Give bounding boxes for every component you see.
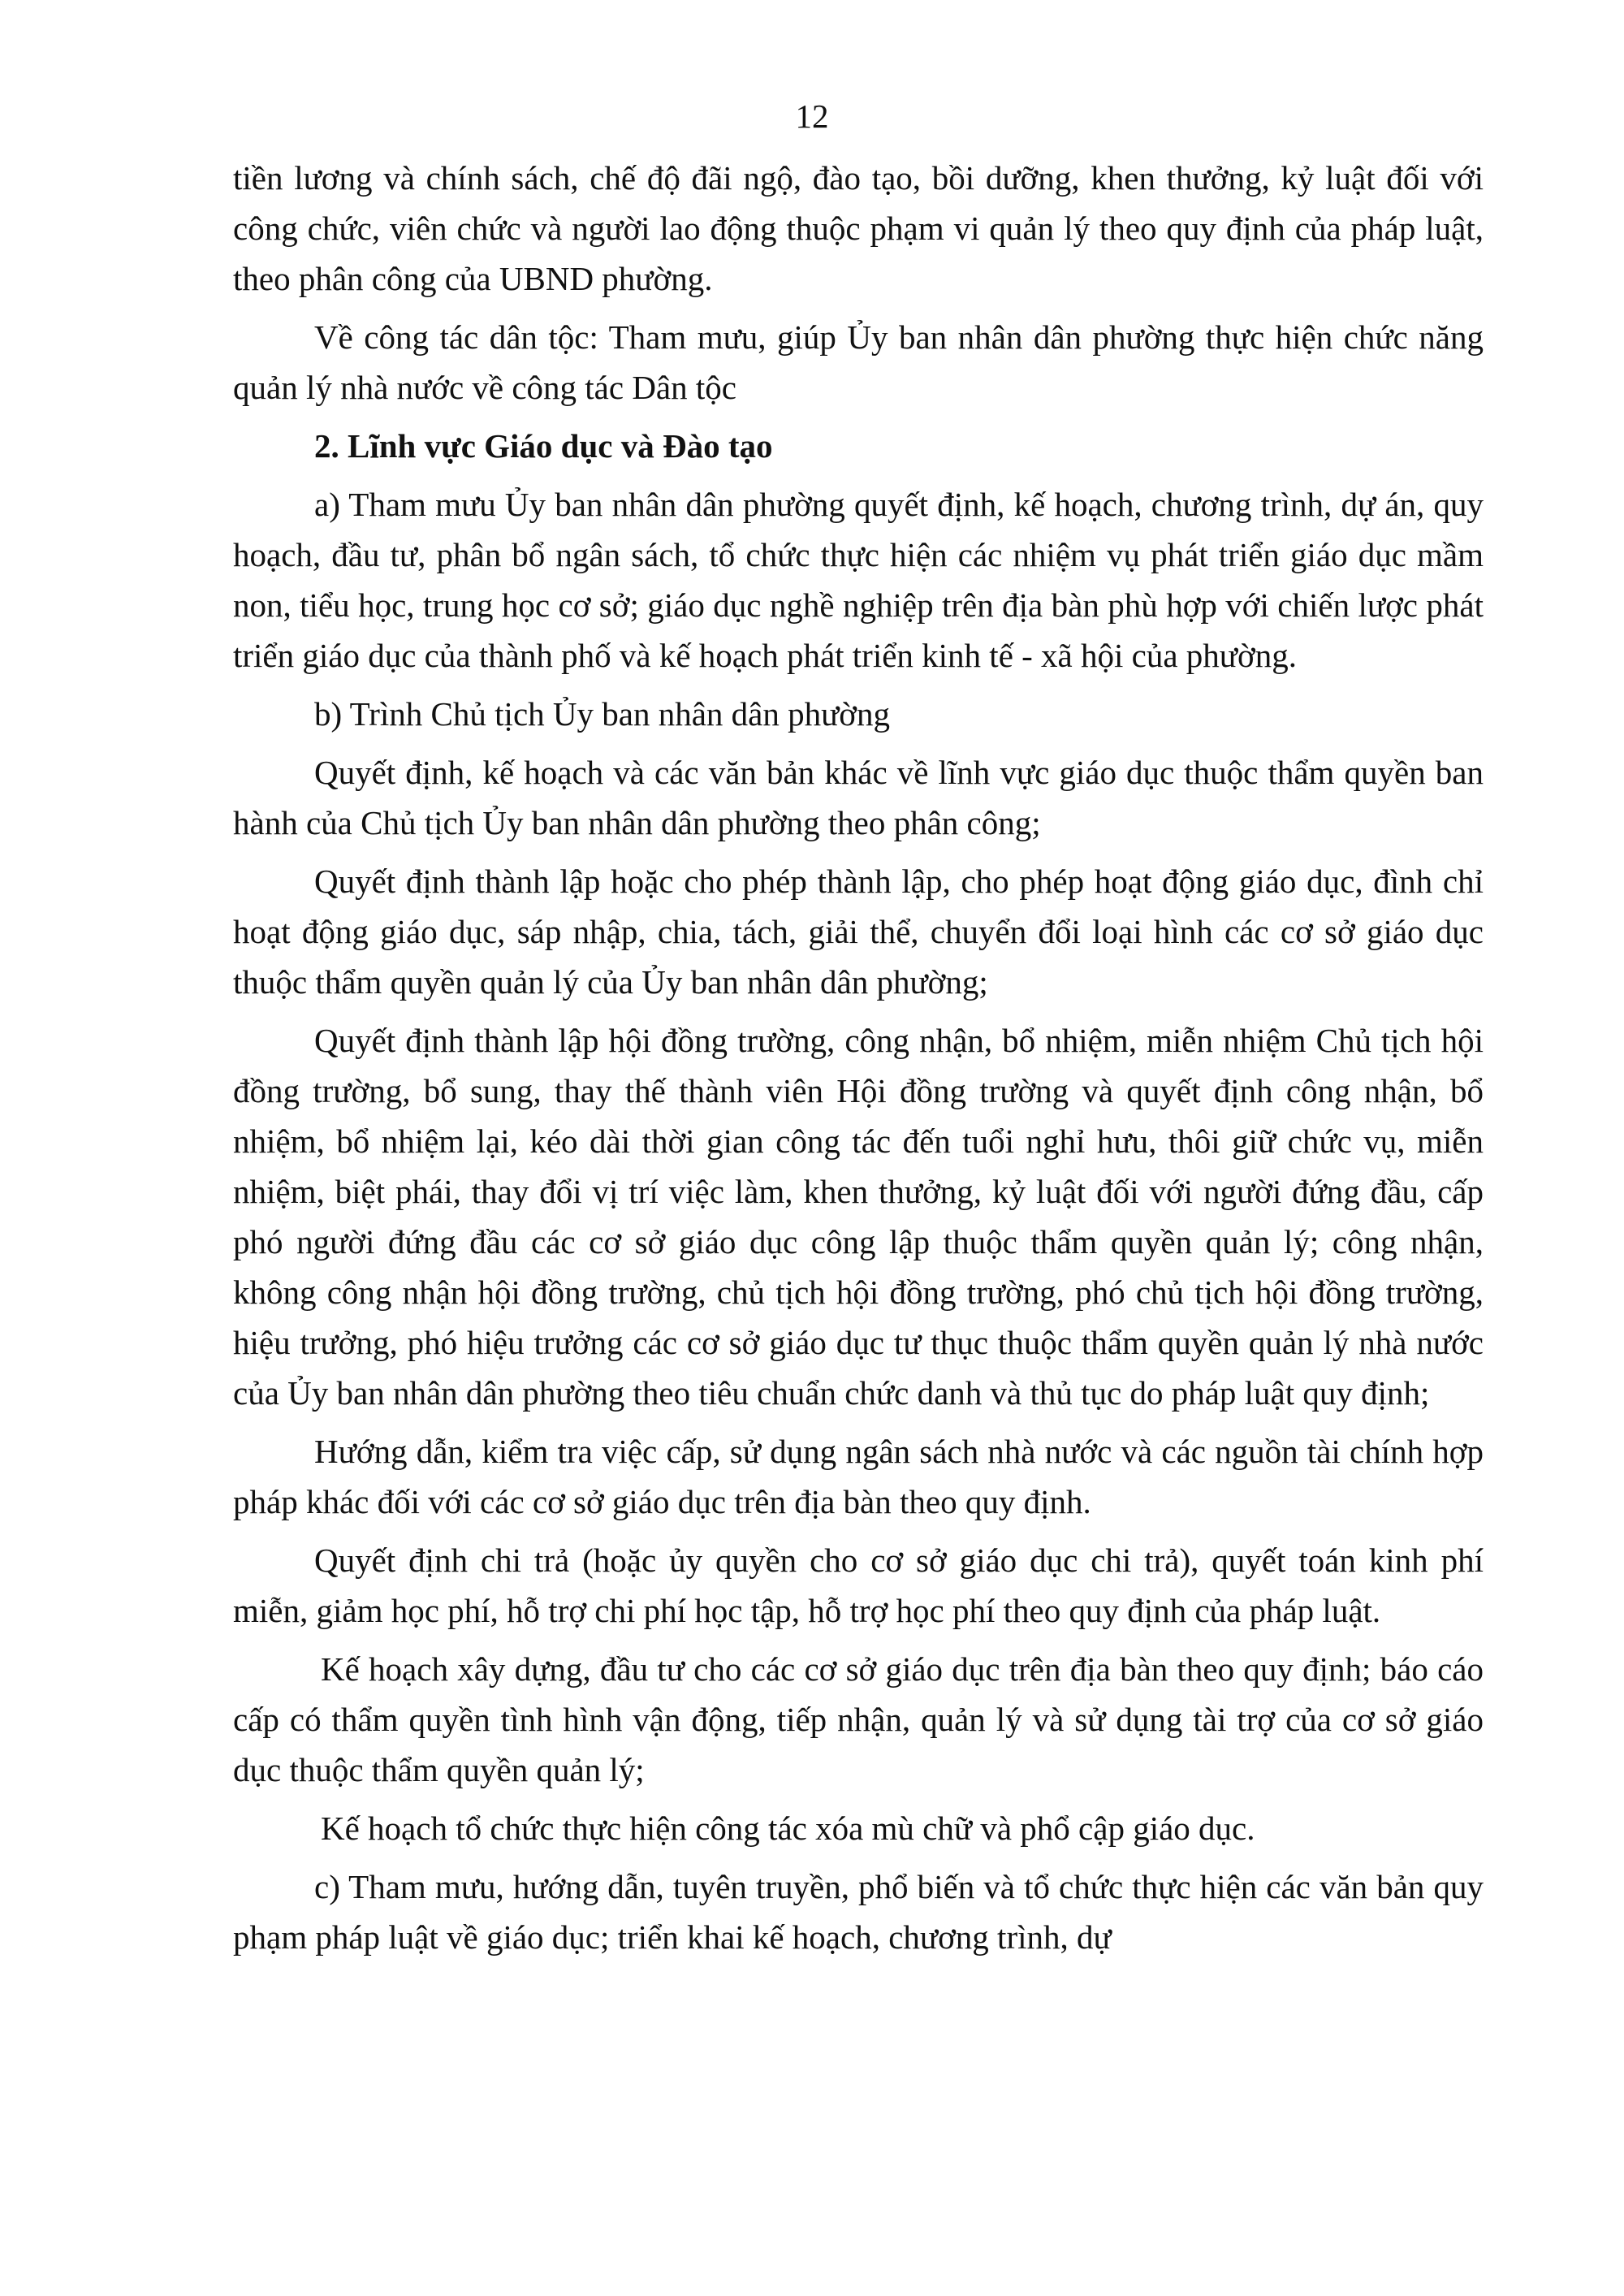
paragraph-item-a: a) Tham mưu Ủy ban nhân dân phường quyết định, kế hoạch, chương trình, dự án, quy hoạch, đầu tư, phân bổ ngân sách, tổ chức thực hiện các nhiệm vụ phát triển giáo dục mầm non, tiểu học, trung học cơ sở; giáo dục nghề nghiệp trên địa bàn phù hợp với chiến lược phát triển giáo dục của thành phố và kế hoạch phát triển kinh tế - xã hội của phường. xyxy=(233,486,1484,674)
paragraph-budget-guidance: Hướng dẫn, kiểm tra việc cấp, sử dụng ngân sách nhà nước và các nguồn tài chính hợp pháp khác đối với các cơ sở giáo dục trên địa bàn theo quy định. xyxy=(233,1433,1484,1520)
paragraph-school-council: Quyết định thành lập hội đồng trường, công nhận, bổ nhiệm, miễn nhiệm Chủ tịch hội đồng trường, bổ sung, thay thế thành viên Hội đồng trường và quyết định công nhận, bổ nhiệm, bổ nhiệm lại, kéo dài thời gian công tác đến tuổi nghỉ hưu, thôi giữ chức vụ, miễn nhiệm, biệt phái, thay đổi vị trí việc làm, khen thưởng, kỷ luật đối với người đứng đầu, cấp phó người đứng đầu các cơ sở giáo dục công lập thuộc thẩm quyền quản lý; công nhận, không công nhận hội đồng trường, chủ tịch hội đồng trường, phó chủ tịch hội đồng trường, hiệu trưởng, phó hiệu trưởng các cơ sở giáo dục tư thục thuộc thẩm quyền quản lý nhà nước của Ủy ban nhân dân phường theo tiêu chuẩn chức danh và thủ tục do pháp luật quy định; xyxy=(233,1022,1484,1412)
document-body xyxy=(233,153,1484,1962)
page-number: 12 xyxy=(795,97,829,135)
paragraph-ethnic-affairs: Về công tác dân tộc: Tham mưu, giúp Ủy ban nhân dân phường thực hiện chức năng quản lý nhà nước về công tác Dân tộc xyxy=(233,318,1484,406)
paragraph-item-b: b) Trình Chủ tịch Ủy ban nhân dân phường xyxy=(314,695,890,733)
section-heading: 2. Lĩnh vực Giáo dục và Đào tạo xyxy=(314,427,773,465)
paragraph-establishment: Quyết định thành lập hoặc cho phép thành lập, cho phép hoạt động giáo dục, đình chỉ hoạt động giáo dục, sáp nhập, chia, tách, giải thể, chuyển đổi loại hình các cơ sở giáo dục thuộc thẩm quyền quản lý của Ủy ban nhân dân phường; xyxy=(233,863,1484,1001)
paragraph-construction-plan: Kế hoạch xây dựng, đầu tư cho các cơ sở giáo dục trên địa bàn theo quy định; báo cáo cấp có thẩm quyền tình hình vận động, tiếp nhận, quản lý và sử dụng tài trợ của cơ sở giáo dục thuộc thẩm quyền quản lý; xyxy=(233,1650,1484,1788)
paragraph-decision-plans: Quyết định, kế hoạch và các văn bản khác về lĩnh vực giáo dục thuộc thẩm quyền ban hành của Chủ tịch Ủy ban nhân dân phường theo phân công; xyxy=(233,754,1484,841)
paragraph-tuition: Quyết định chi trả (hoặc ủy quyền cho cơ sở giáo dục chi trả), quyết toán kinh phí miễn, giảm học phí, hỗ trợ chi phí học tập, hỗ trợ học phí theo quy định của pháp luật. xyxy=(233,1541,1484,1629)
paragraph-literacy-plan: Kế hoạch tổ chức thực hiện công tác xóa mù chữ và phổ cập giáo dục. xyxy=(321,1810,1255,1847)
paragraph-item-c: c) Tham mưu, hướng dẫn, tuyên truyền, phổ biến và tổ chức thực hiện các văn bản quy phạm pháp luật về giáo dục; triển khai kế hoạch, chương trình, dự xyxy=(233,1868,1484,1956)
paragraph-continuation: tiền lương và chính sách, chế độ đãi ngộ, đào tạo, bồi dưỡng, khen thưởng, kỷ luật đối với công chức, viên chức và người lao động thuộc phạm vi quản lý theo quy định của pháp luật, theo phân công của UBND phường. xyxy=(233,159,1484,297)
